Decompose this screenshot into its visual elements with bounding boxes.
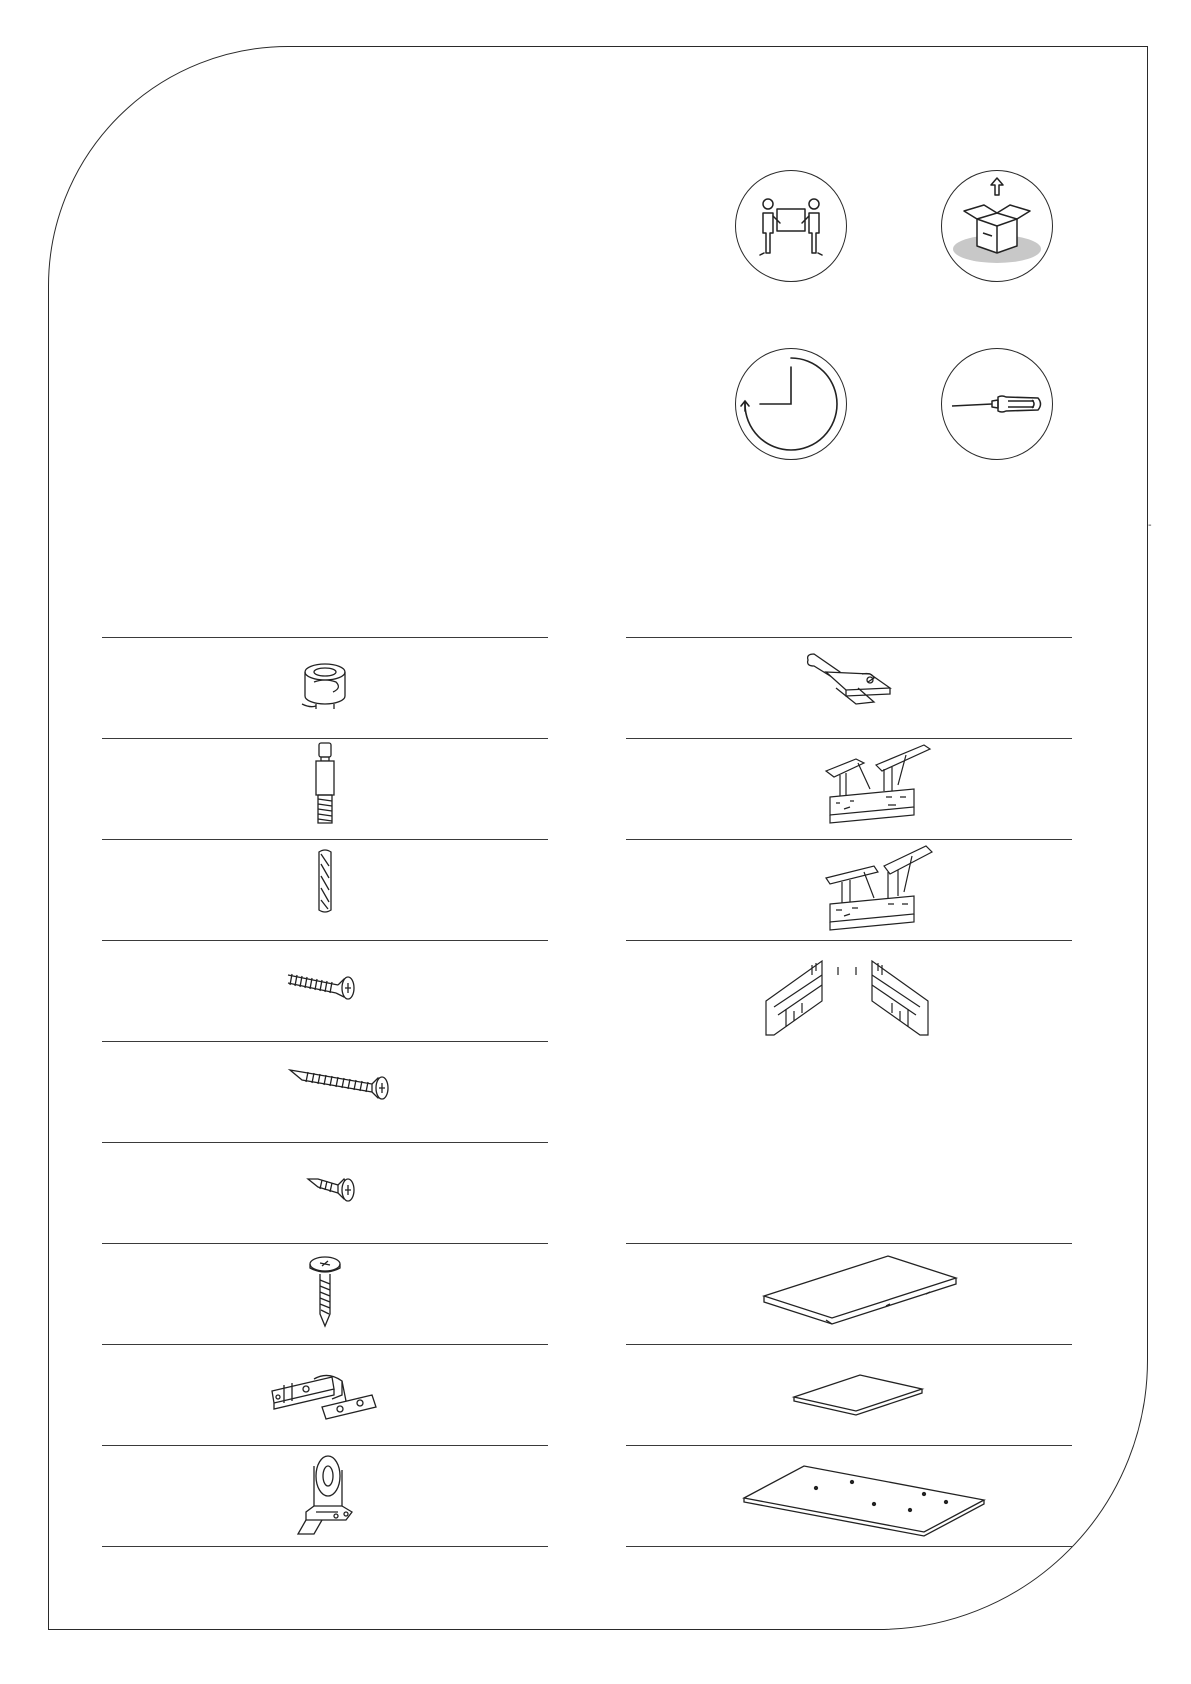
countersunk-screw-short-icon [102, 941, 548, 1041]
two-person-lift-icon [735, 170, 847, 282]
hardware-row [626, 738, 1072, 839]
lift-mechanism-left-icon [626, 739, 1072, 839]
hardware-row [102, 637, 548, 738]
hardware-row [102, 1041, 548, 1142]
hardware-row [626, 1243, 1072, 1344]
hardware-row [626, 839, 1072, 940]
castor-wheel-icon [102, 1446, 548, 1546]
hardware-row [102, 1344, 548, 1445]
lift-mechanism-right-icon [626, 840, 1072, 940]
unpack-box-icon [941, 170, 1053, 282]
pan-head-screw-icon [102, 1244, 548, 1344]
stray-mark: - [1148, 520, 1152, 531]
assembly-time-icon [735, 348, 847, 460]
cam-bolt-icon [102, 739, 548, 839]
hardware-row [626, 637, 1072, 738]
hardware-row [102, 1142, 548, 1243]
hardware-row [626, 1445, 1072, 1547]
hardware-row-empty [626, 1142, 1072, 1243]
hardware-row [102, 839, 548, 940]
hardware-row-empty [626, 1041, 1072, 1142]
hardware-row [102, 1445, 548, 1547]
countersunk-screw-small-icon [102, 1143, 548, 1243]
hardware-row [102, 940, 548, 1041]
soft-close-damper-icon [626, 638, 1072, 738]
wooden-dowel-icon [102, 840, 548, 940]
drawer-runners-icon [626, 941, 1072, 1041]
screwdriver-icon [941, 348, 1053, 460]
small-panel-icon [626, 1345, 1072, 1445]
countersunk-screw-long-icon [102, 1042, 548, 1142]
hardware-row [102, 738, 548, 839]
hardware-row [102, 1243, 548, 1344]
hardware-list-left [102, 637, 548, 1547]
hardware-row [626, 940, 1072, 1041]
hardware-list-right [626, 637, 1072, 1547]
drilled-panel-icon [626, 1446, 1072, 1546]
large-panel-icon [626, 1244, 1072, 1344]
hardware-row [626, 1344, 1072, 1445]
cam-lock-icon [102, 638, 548, 738]
concealed-hinge-icon [102, 1345, 548, 1445]
